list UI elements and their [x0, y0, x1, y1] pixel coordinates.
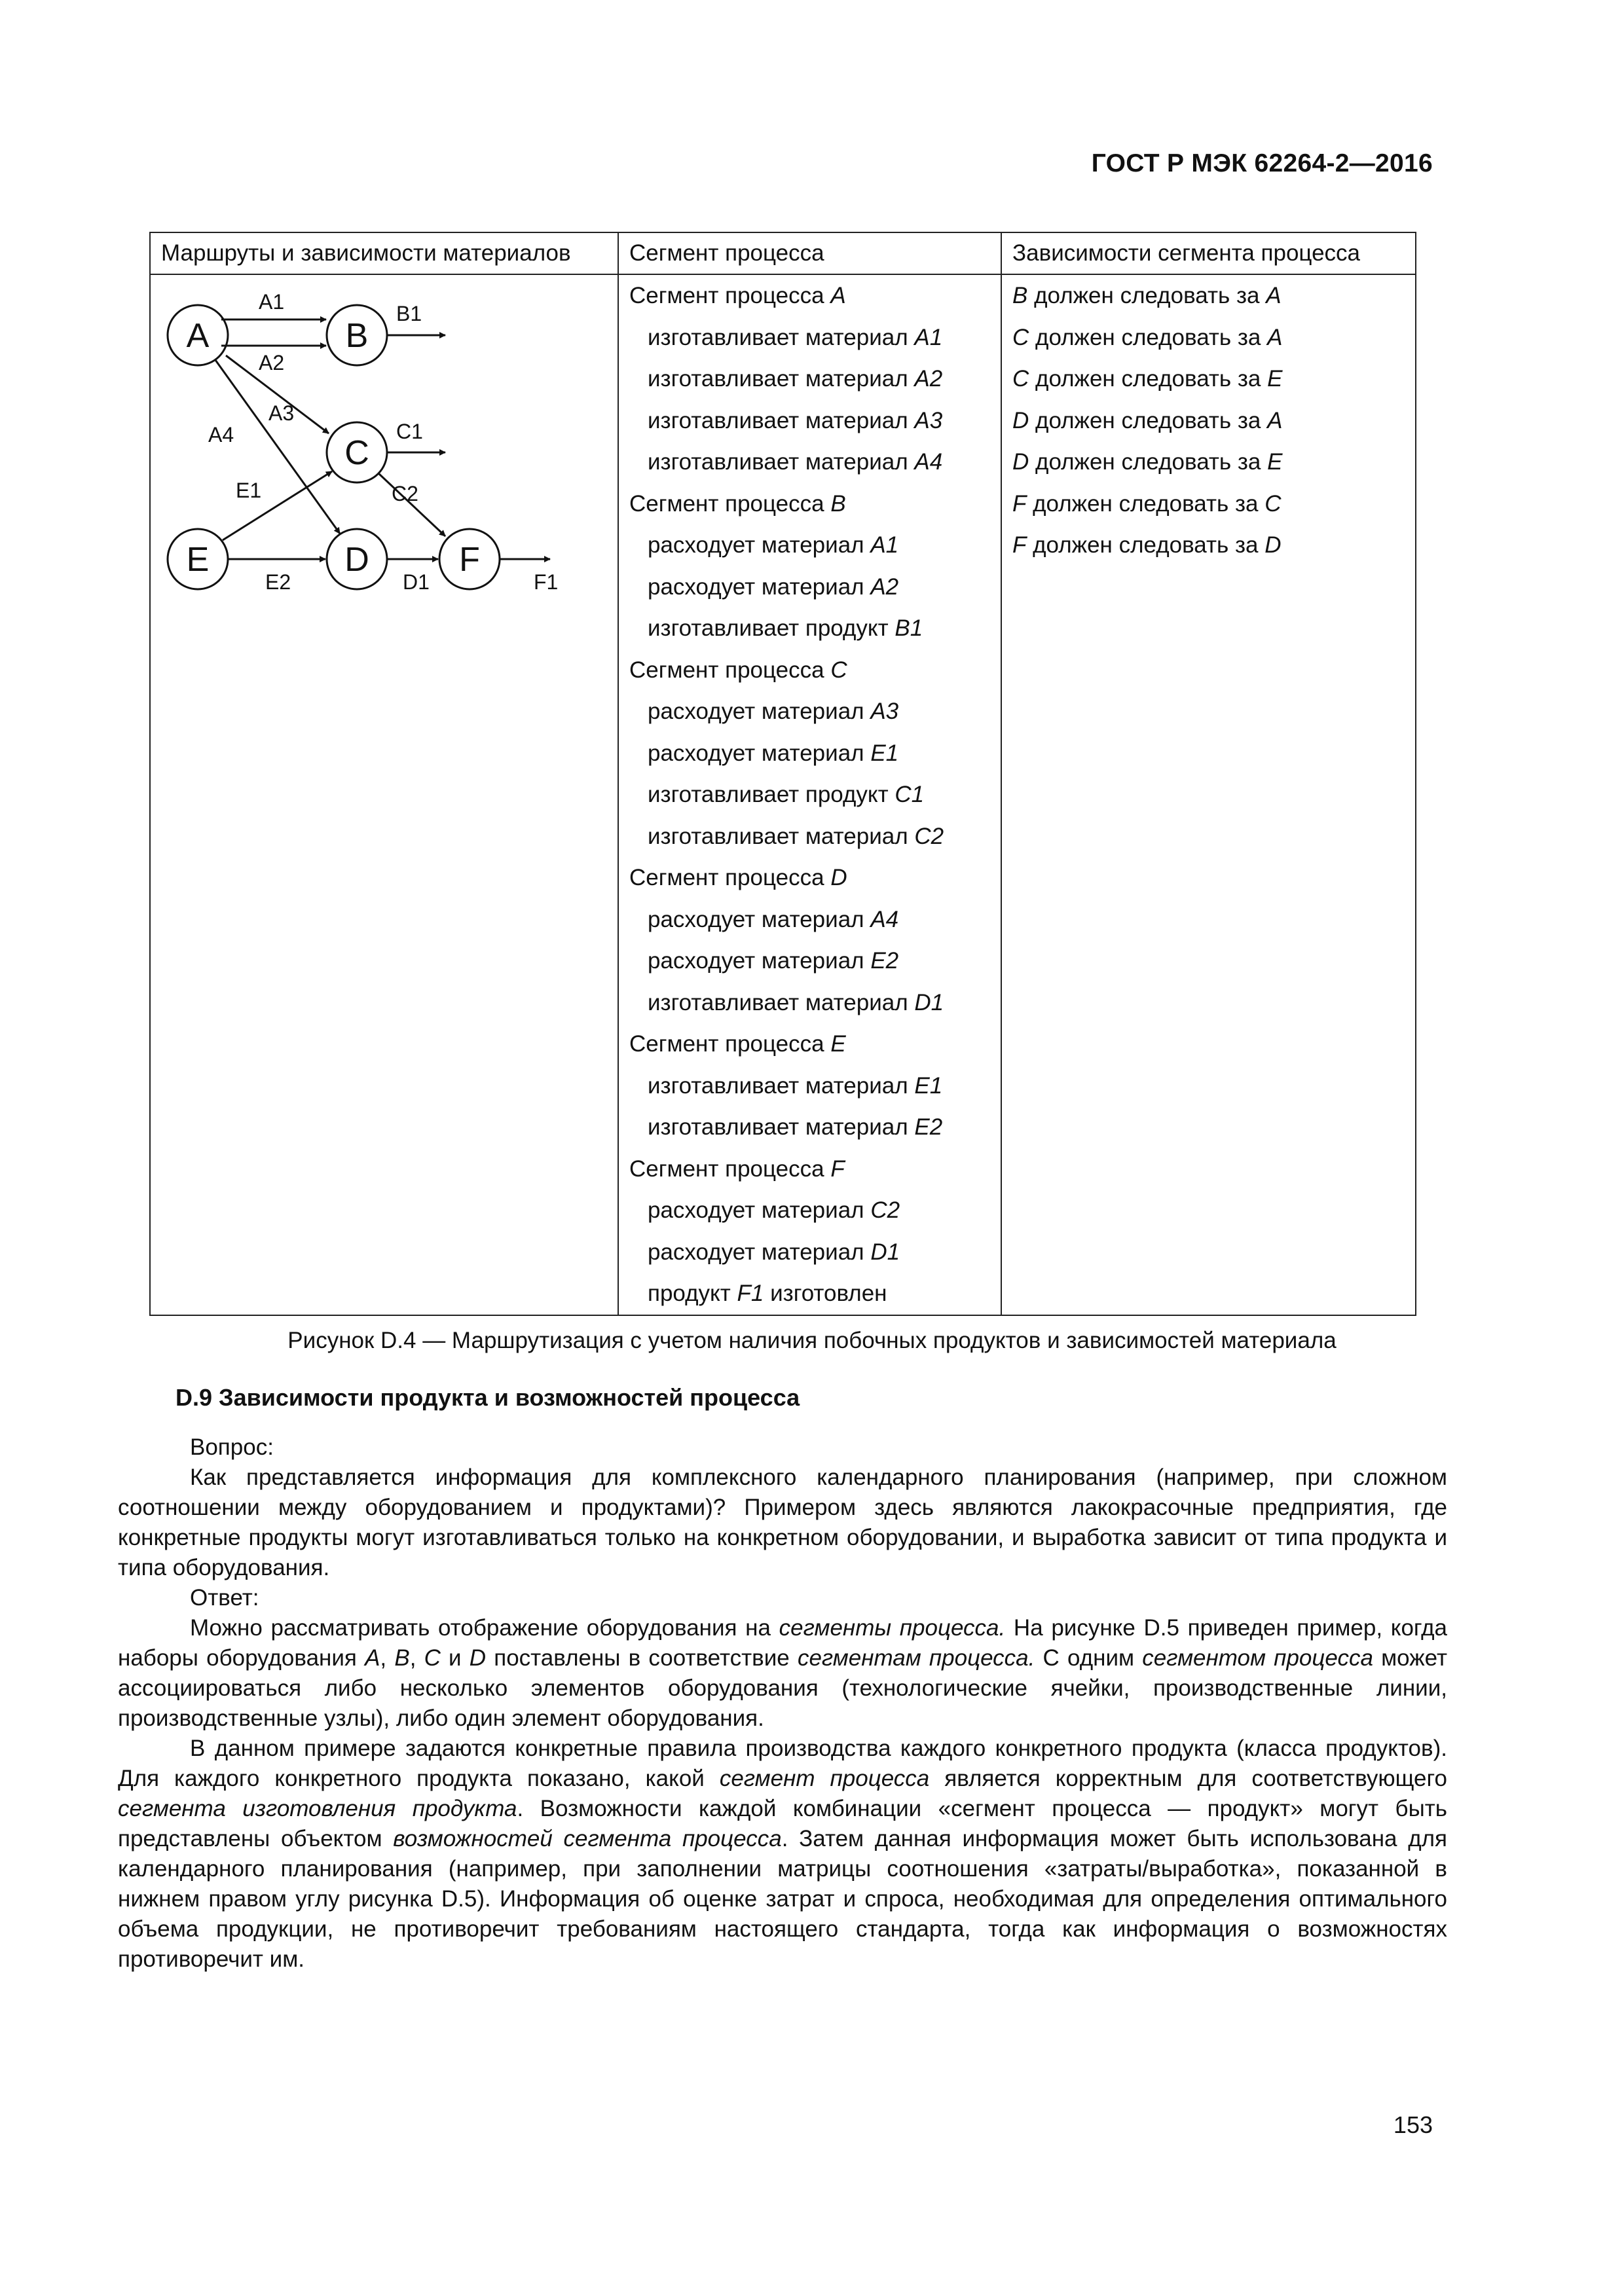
segment-line	[629, 608, 990, 649]
segment-line-verb: расходует материал	[648, 699, 864, 724]
header-dependencies: Зависимости сегмента процесса	[1001, 232, 1416, 274]
segment-title-text: Сегмент процесса	[629, 1031, 824, 1057]
segment-line	[629, 441, 990, 483]
segment-line-item: C1	[895, 782, 925, 807]
segment-line-verb: изготавливает материал	[648, 407, 908, 433]
segment-line-item: A4	[870, 906, 899, 932]
segment-id: B	[830, 490, 846, 517]
segment-title-text: Сегмент процесса	[629, 865, 824, 890]
segment-line-item: D1	[914, 989, 944, 1015]
node-f-label: F	[459, 541, 480, 579]
segment-line-verb: расходует материал	[648, 532, 864, 558]
document-id: ГОСТ Р МЭК 62264-2—2016	[1091, 149, 1433, 177]
dependency-text: должен следовать за	[1035, 449, 1261, 475]
segment-line	[629, 524, 990, 566]
dependency-object: D	[1264, 532, 1282, 558]
dependency-object: E	[1267, 366, 1283, 392]
node-a-label: A	[186, 317, 210, 355]
segment-line-item: C2	[870, 1197, 900, 1223]
dependency-object: C	[1264, 490, 1282, 517]
dependency-text: должен следовать за	[1035, 407, 1261, 433]
segment-title	[629, 649, 990, 691]
dependency-text: должен следовать за	[1033, 490, 1259, 517]
segment-line-verb: изготавливает продукт	[648, 782, 889, 807]
dependency-line	[1012, 524, 1405, 566]
node-b-label: B	[345, 317, 369, 355]
edge-label-d1: D1	[403, 570, 430, 594]
final-suffix: изготовлен	[770, 1281, 887, 1306]
final-prefix: продукт	[648, 1281, 731, 1306]
segment-title	[629, 857, 990, 899]
dependency-subject: D	[1012, 407, 1029, 433]
segment-line-item: B1	[895, 615, 923, 641]
segment-line	[629, 940, 990, 982]
edge-label-a1: A1	[259, 290, 285, 314]
node-e-label: E	[186, 541, 210, 579]
figure-caption: Рисунок D.4 — Маршрутизация с учетом наличия побочных продуктов и зависимостей материала	[287, 1328, 1337, 1353]
segment-line-verb: изготавливает продукт	[648, 615, 889, 641]
routing-diagram	[151, 275, 609, 615]
segment-line-verb: расходует материал	[648, 906, 864, 932]
segment-line	[629, 400, 990, 442]
segment-line	[629, 733, 990, 774]
section-body	[118, 1383, 1447, 1975]
edge-label-f1: F1	[534, 570, 559, 594]
segment-line-verb: изготавливает материал	[648, 1072, 908, 1099]
edge-label-a4: A4	[208, 423, 234, 446]
segment-line-verb: расходует материал	[648, 740, 864, 766]
segment-id: E	[830, 1031, 846, 1057]
routing-table	[149, 232, 1416, 1316]
segment-title	[629, 1023, 990, 1065]
dependency-object: A	[1266, 283, 1282, 308]
dependency-subject: D	[1012, 449, 1029, 475]
segment-line-verb: изготавливает материал	[648, 366, 908, 392]
answer-paragraph-2: В данном примере задаются конкретные правила производства каждого конкретного продукта (класса продуктов). Для каждого конкретного продукта показано, какой сегмент процесса является корректным для соответствующего сегмента изготовления продукта. Возможности каждой комбинации «сегмент процесса — продукт» могут быть представлены объектом возможностей сегмента процесса. Затем данная информация может быть использована для календарного планирования (например, при заполнении матрицы соотношения «затраты/выработка», показанной в нижнем правом углу рисунка D.5). Информация об оценке затрат и спроса, необходимая для определения оптимального объема продукции, не противоречит требованиям настоящего стандарта, тогда как информация о возможностях противоречит им.	[118, 1736, 1447, 1972]
segment-line-verb: расходует материал	[648, 948, 864, 974]
segment-line-item: A1	[914, 324, 943, 350]
segment-line	[629, 1106, 990, 1148]
segment-line	[629, 566, 990, 608]
final-item: F1	[737, 1281, 764, 1306]
segments-cell	[618, 274, 1001, 1315]
dependency-line	[1012, 483, 1405, 525]
segment-line-item: A2	[870, 574, 899, 600]
question-text: Как представляется информация для комплексного календарного планирования (например, при сложном соотношении между оборудованием и продуктами)? Примером здесь являются лакокрасочные предприятия, где конкретные продукты могут изготавливаться только на конкретном оборудовании, и выработка зависит от типа продукта и типа оборудования.	[118, 1465, 1447, 1580]
segment-line	[629, 816, 990, 858]
segment-line-item: A3	[870, 699, 899, 724]
edge-a4	[215, 360, 340, 534]
dependency-subject: F	[1012, 490, 1027, 517]
answer-label: Ответ:	[190, 1585, 259, 1611]
segment-line-item: E1	[914, 1072, 943, 1099]
dependency-subject: C	[1012, 324, 1029, 350]
node-d-label: D	[344, 541, 369, 579]
segment-final-line	[629, 1273, 990, 1315]
edge-label-a2: A2	[259, 351, 285, 374]
answer-paragraph-1: Можно рассматривать отображение оборудования на сегменты процесса. На рисунке D.5 приведен пример, когда наборы оборудования A, B, C и D поставлены в соответствие сегментам процесса. С одним сегментом процесса может ассоциироваться либо несколько элементов оборудования (технологические ячейки, производственные линии, производственные узлы), либо один элемент оборудования.	[118, 1615, 1448, 1731]
segment-title-text: Сегмент процесса	[629, 283, 824, 308]
table-header-row	[150, 232, 1416, 274]
dependency-line	[1012, 275, 1405, 317]
segment-line-item: D1	[870, 1239, 900, 1265]
page-number: 153	[1393, 2111, 1433, 2138]
segment-line-item: E2	[870, 948, 899, 974]
segment-title-text: Сегмент процесса	[629, 1156, 824, 1182]
diagram-cell	[150, 274, 618, 1315]
segment-line-verb: изготавливает материал	[648, 449, 908, 475]
dependency-subject: C	[1012, 366, 1029, 392]
segment-line	[629, 691, 990, 733]
segment-line-verb: изготавливает материал	[648, 989, 908, 1015]
dependency-subject: B	[1012, 283, 1028, 308]
segment-line-verb: изготавливает материал	[648, 324, 908, 350]
segment-line	[629, 317, 990, 359]
node-c-label: C	[344, 434, 369, 472]
segment-line	[629, 1190, 990, 1231]
dependency-line	[1012, 441, 1405, 483]
segment-line	[629, 982, 990, 1024]
segment-id: A	[830, 283, 846, 308]
segment-line-verb: расходует материал	[648, 1239, 864, 1265]
edge-label-c1: C1	[396, 420, 423, 443]
segment-title	[629, 275, 990, 317]
header-routes: Маршруты и зависимости материалов	[150, 232, 618, 274]
segment-id: C	[830, 657, 847, 683]
segment-line-item: A4	[914, 449, 943, 475]
segment-title-text: Сегмент процесса	[629, 657, 824, 683]
segment-line-item: C2	[914, 823, 944, 849]
segment-title	[629, 483, 990, 525]
segment-line-item: A3	[914, 407, 943, 433]
segment-line-verb: расходует материал	[648, 574, 864, 600]
segment-line	[629, 774, 990, 816]
dependency-text: должен следовать за	[1035, 366, 1261, 392]
dependency-object: A	[1267, 407, 1283, 433]
segment-title	[629, 1148, 990, 1190]
edge-label-b1: B1	[396, 302, 422, 325]
dependency-text: должен следовать за	[1035, 324, 1261, 350]
segment-line-item: E1	[870, 740, 899, 766]
dependency-object: E	[1267, 449, 1283, 475]
segment-line-verb: расходует материал	[648, 1197, 864, 1223]
edge-label-c2: C2	[392, 482, 418, 505]
segment-line-verb: изготавливает материал	[648, 1114, 908, 1140]
edge-label-a3: A3	[268, 401, 295, 425]
dependency-subject: F	[1012, 532, 1027, 558]
segment-line-item: A2	[914, 366, 943, 392]
segment-line	[629, 358, 990, 400]
dependency-line	[1012, 400, 1405, 442]
header-segment: Сегмент процесса	[618, 232, 1001, 274]
dependency-object: A	[1267, 324, 1283, 350]
segment-id: D	[830, 865, 847, 890]
segment-line-item: A1	[870, 532, 899, 558]
dependency-text: должен следовать за	[1033, 532, 1259, 558]
dependency-text: должен следовать за	[1034, 283, 1260, 308]
dependency-line	[1012, 358, 1405, 400]
question-label: Вопрос:	[190, 1434, 274, 1460]
segment-id: F	[830, 1156, 845, 1182]
dependencies-cell	[1001, 274, 1416, 1315]
dependency-line	[1012, 317, 1405, 359]
segment-line	[629, 1065, 990, 1107]
segment-line-verb: изготавливает материал	[648, 823, 908, 849]
segment-line-item: E2	[914, 1114, 943, 1140]
edge-label-e2: E2	[265, 570, 291, 594]
segment-line	[629, 1231, 990, 1273]
segment-title-text: Сегмент процесса	[629, 490, 824, 517]
section-title: D.9 Зависимости продукта и возможностей процесса	[175, 1384, 800, 1411]
segment-line	[629, 899, 990, 941]
edge-label-e1: E1	[236, 479, 262, 502]
